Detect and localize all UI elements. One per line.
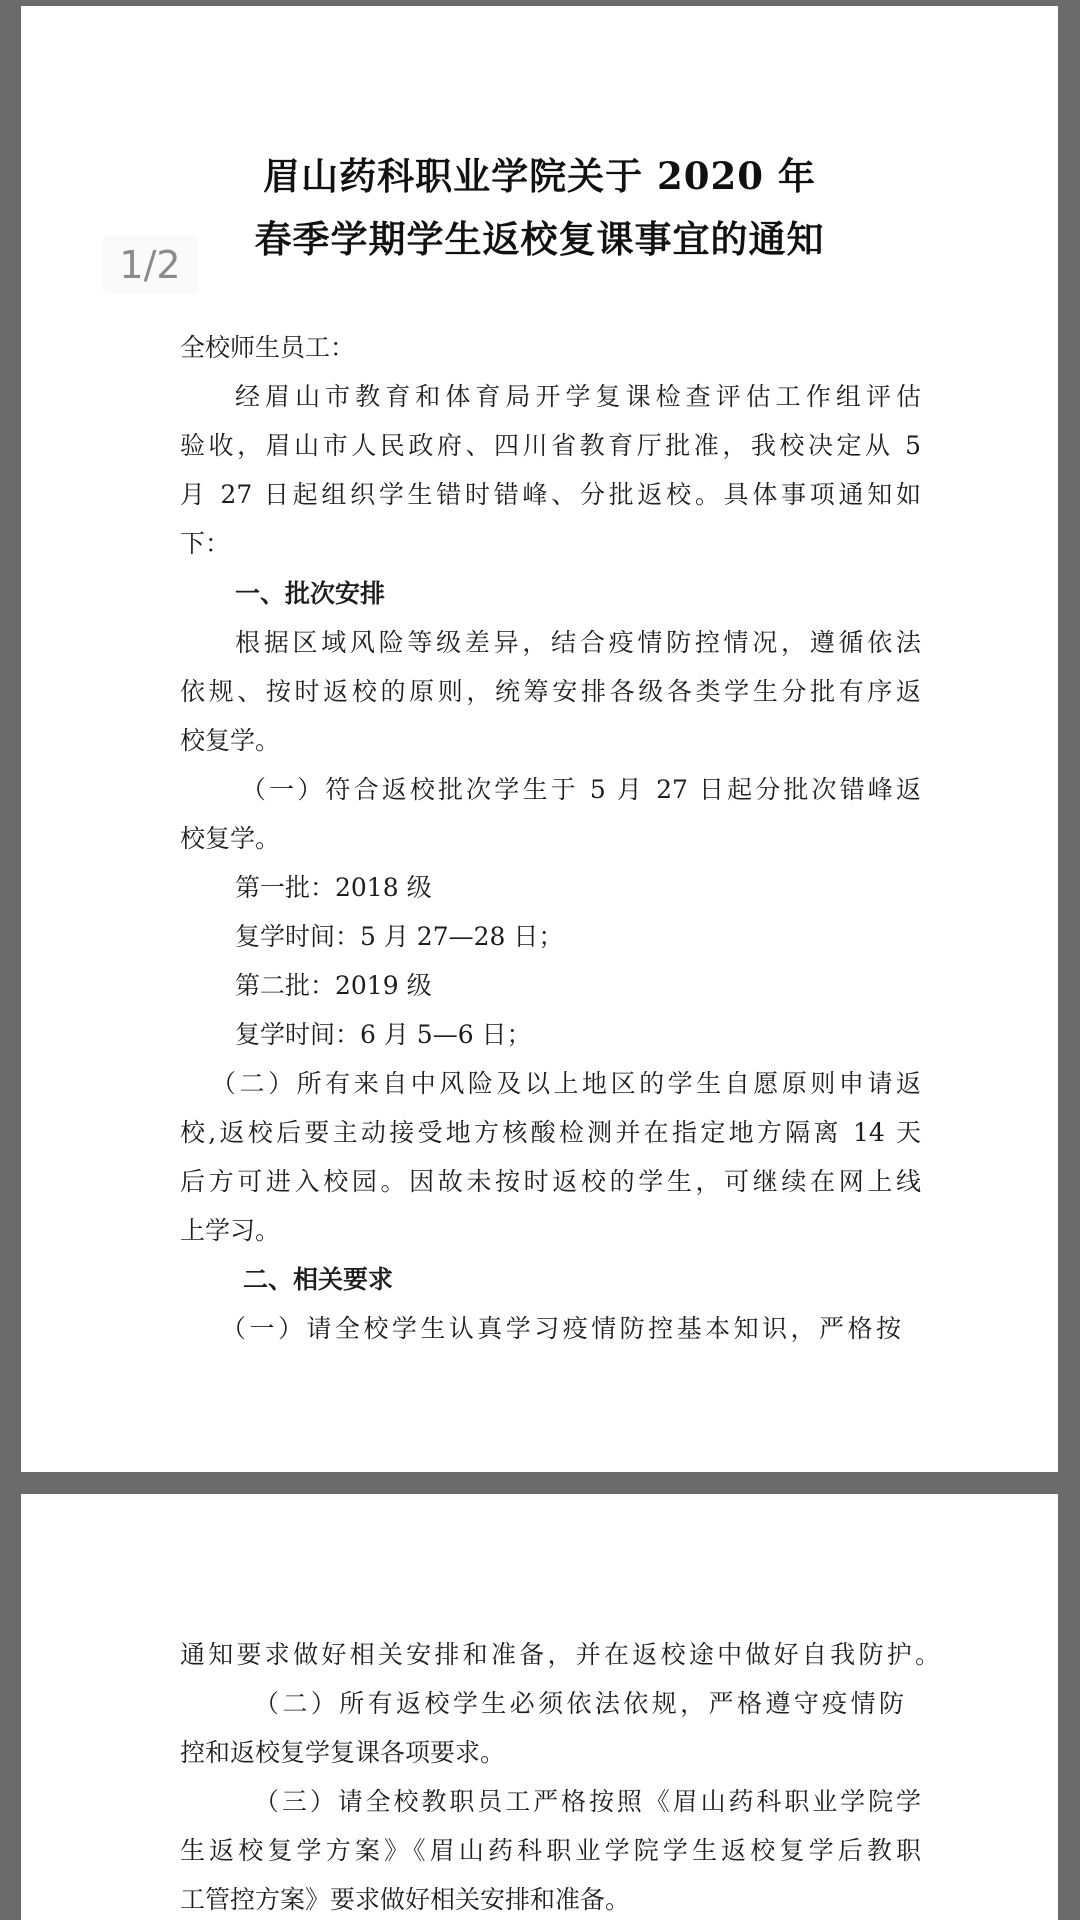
document-page-1	[21, 6, 1058, 1472]
paragraph-line: （一）请全校学生认真学习疫情防控基本知识，严格按	[221, 1314, 901, 1343]
paragraph-line: 校,返校后要主动接受地方核酸检测并在指定地方隔离 14 天	[180, 1118, 921, 1147]
paragraph-line: 下：	[180, 529, 231, 558]
batch-1-grade: 第一批：2018 级	[235, 873, 432, 902]
paragraph-line: （一）符合返校批次学生于 5 月 27 日起分批次错峰返	[241, 775, 921, 804]
batch-2-grade: 第二批：2019 级	[235, 971, 432, 1000]
salutation: 全校师生员工：	[180, 333, 356, 362]
paragraph-line: 根据区域风险等级差异，结合疫情防控情况，遵循依法	[235, 628, 921, 657]
document-title-line-1: 眉山药科职业学院关于 2020 年	[263, 154, 816, 198]
paragraph-line: 控和返校复学复课各项要求。	[180, 1738, 506, 1767]
paragraph-line: 通知要求做好相关安排和准备，并在返校途中做好自我防护。	[180, 1640, 940, 1669]
paragraph-line: 经眉山市教育和体育局开学复课检查评估工作组评估	[235, 382, 921, 411]
paragraph-line: （二）所有返校学生必须依法依规，严格遵守疫情防	[254, 1689, 904, 1718]
paragraph-line: （二）所有来自中风险及以上地区的学生自愿原则申请返	[211, 1069, 921, 1098]
paragraph-line: 校复学。	[180, 726, 281, 755]
paragraph-line: 校复学。	[180, 824, 281, 853]
section-heading-batch: 一、批次安排	[235, 579, 386, 608]
paragraph-line: 工管控方案》要求做好相关安排和准备。	[180, 1885, 631, 1914]
section-heading-requirements: 二、相关要求	[243, 1265, 394, 1294]
page-indicator: 1/2	[102, 236, 198, 294]
document-title-line-2: 春季学期学生返校复课事宜的通知	[254, 217, 825, 261]
paragraph-line: 上学习。	[180, 1216, 281, 1245]
paragraph-line: 后方可进入校园。因故未按时返校的学生，可继续在网上线	[180, 1167, 921, 1196]
batch-1-time: 复学时间：5 月 27—28 日；	[235, 922, 564, 951]
paragraph-line: （三）请全校教职员工严格按照《眉山药科职业学院学	[254, 1787, 921, 1816]
batch-2-time: 复学时间：6 月 5—6 日；	[235, 1020, 532, 1049]
paragraph-line: 验收，眉山市人民政府、四川省教育厅批准，我校决定从 5	[180, 431, 921, 460]
paragraph-line: 依规、按时返校的原则，统筹安排各级各类学生分批有序返	[180, 677, 921, 706]
document-page-2	[21, 1494, 1058, 1920]
paragraph-line: 月 27 日起组织学生错时错峰、分批返校。具体事项通知如	[180, 480, 921, 509]
paragraph-line: 生返校复学方案》《眉山药科职业学院学生返校复学后教职	[180, 1836, 921, 1865]
